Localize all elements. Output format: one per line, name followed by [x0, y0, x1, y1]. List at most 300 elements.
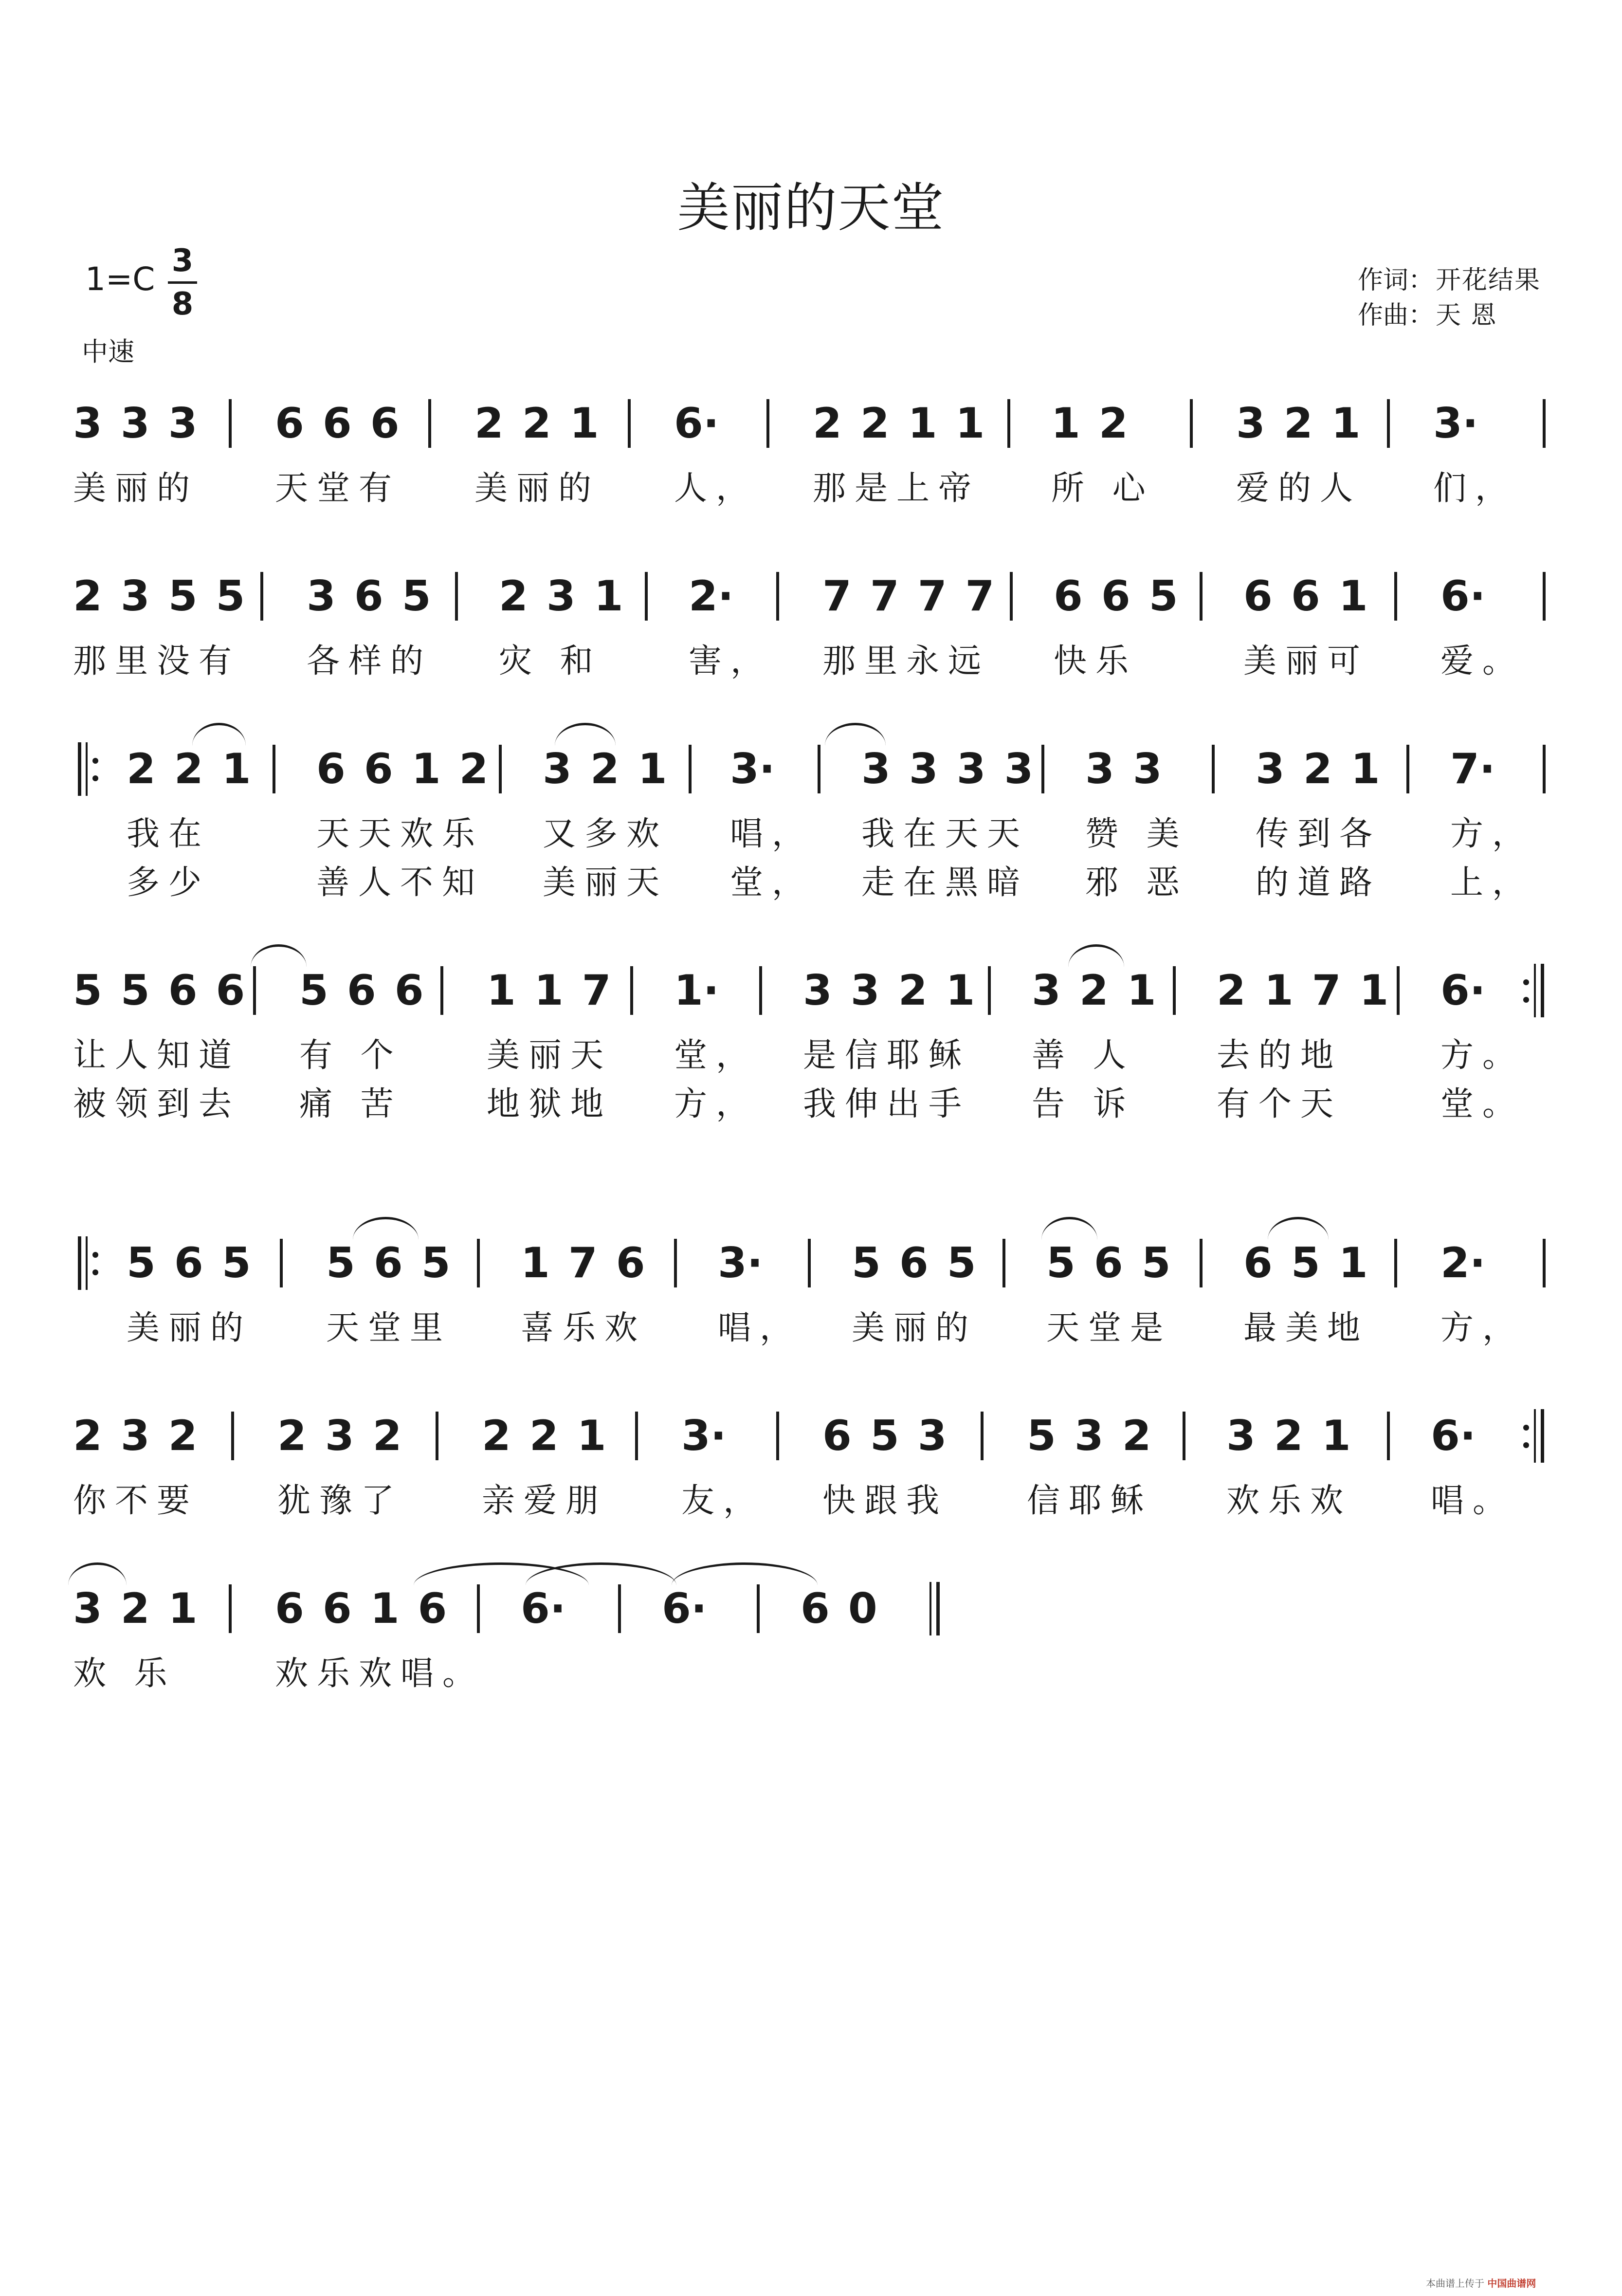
score-title: 美丽的天堂 [677, 178, 945, 239]
lyric-verse-1: 快乐 [1054, 642, 1138, 680]
lyric-verse-2: 痛 苦 [299, 1085, 402, 1123]
measure-notes [543, 745, 668, 793]
measure-notes [1046, 1239, 1172, 1287]
lyric-verse-1: 犹豫了 [277, 1482, 403, 1520]
note: 6· [674, 399, 719, 448]
measure [1217, 966, 1388, 1129]
measure-notes [681, 1412, 765, 1460]
lyric-verse-2: 被领到去 [73, 1085, 241, 1123]
note: 5 [1291, 1239, 1320, 1287]
note: 6 [316, 745, 346, 793]
system-5 [0, 1239, 1622, 1433]
measure-notes [1054, 572, 1178, 621]
measure-notes [275, 1584, 484, 1633]
barline [253, 966, 256, 1015]
measure-notes [73, 1584, 198, 1633]
measure-notes [1085, 745, 1188, 793]
measure [1046, 1239, 1172, 1353]
measure [487, 966, 612, 1129]
measure-notes [662, 1584, 707, 1633]
barline [1041, 745, 1044, 793]
note: 7 [822, 572, 852, 621]
note: 3 [1074, 1412, 1104, 1460]
measure [1032, 966, 1156, 1129]
lyric-verse-1: 们， [1433, 469, 1517, 508]
note: 3 [1226, 1412, 1256, 1460]
lyric-verse-1: 喜乐欢 [521, 1309, 647, 1347]
note: 6· [1440, 966, 1486, 1015]
measure [275, 1584, 484, 1698]
measure-notes [1051, 399, 1154, 448]
measure-notes [482, 1412, 607, 1460]
measure [1054, 572, 1178, 686]
note: 2 [372, 1412, 402, 1460]
barline [808, 1239, 811, 1287]
note: 1 [1338, 1239, 1368, 1287]
barline [1173, 966, 1176, 1015]
note: 3· [718, 1239, 763, 1287]
measure [1243, 1239, 1369, 1353]
lyric-verse-2: 美丽天 [543, 863, 669, 902]
note: 6 [370, 399, 400, 448]
note: 6 [354, 572, 383, 621]
lyric-verse-1: 善 人 [1032, 1036, 1135, 1075]
measure [307, 572, 432, 686]
measure-notes [521, 1239, 646, 1287]
lyric-verse-1: 害， [689, 642, 773, 680]
note: 1 [594, 572, 623, 621]
lyric-verse-1: 美丽的 [73, 469, 199, 508]
note: 0 [848, 1584, 877, 1633]
note: 6 [822, 1412, 852, 1460]
note: 2 [898, 966, 928, 1015]
lyric-verse-1: 你不要 [73, 1482, 199, 1520]
note: 7 [870, 572, 899, 621]
measure [681, 1412, 765, 1525]
measure [521, 1584, 566, 1650]
note: 3 [325, 1412, 354, 1460]
barline [1394, 1239, 1397, 1287]
measure [1440, 966, 1524, 1129]
barline [1010, 572, 1013, 621]
lyric-verse-2: 方， [674, 1085, 758, 1123]
lyric-verse-1: 那里没有 [73, 642, 241, 680]
measure-notes [73, 572, 245, 621]
lyric-verse-1: 又多欢 [543, 815, 669, 853]
note: 2 [529, 1412, 559, 1460]
note: 2 [127, 745, 156, 793]
lyric-verse-1: 方。 [1440, 1036, 1525, 1075]
note: 1 [946, 966, 975, 1015]
measure-notes [861, 745, 1033, 793]
lyric-verse-2: 走在黑暗 [861, 863, 1029, 902]
measure [1051, 399, 1154, 513]
lyric-verse-1: 唱。 [1431, 1482, 1515, 1520]
note: 6 [322, 399, 352, 448]
barline [1397, 966, 1400, 1015]
note: 1 [955, 399, 985, 448]
measure-notes [813, 399, 984, 448]
measure-notes [1433, 399, 1517, 448]
lyric-verse-2: 邪 恶 [1085, 863, 1188, 902]
measure-notes [1431, 1412, 1514, 1460]
barline [1543, 399, 1546, 448]
measure-notes [277, 1412, 403, 1460]
lyric-verse-1: 美丽的 [852, 1309, 978, 1347]
measure-notes [487, 966, 612, 1015]
lyric-verse-2: 我伸出手 [803, 1085, 971, 1123]
measure [521, 1239, 646, 1353]
footer-text: 本曲谱上传于 [1426, 2278, 1484, 2289]
lyric-verse-2: 告 诉 [1032, 1085, 1135, 1123]
lyric-verse-1: 天堂是 [1046, 1309, 1172, 1347]
measure [127, 1239, 252, 1353]
note: 2 [474, 399, 504, 448]
lyric-verse-1: 堂， [674, 1036, 758, 1075]
note: 2 [860, 399, 890, 448]
measure-notes [73, 966, 245, 1015]
barline [674, 1239, 677, 1287]
note: 5 [168, 572, 198, 621]
measure [277, 1412, 403, 1525]
lyric-verse-1: 亲爱朋 [482, 1482, 608, 1520]
barline [1394, 572, 1397, 621]
slur [251, 944, 307, 967]
measure [299, 966, 424, 1129]
note: 2 [174, 745, 203, 793]
note: 6 [1101, 572, 1130, 621]
measure-notes [127, 1239, 252, 1287]
time-numerator: 3 [171, 243, 194, 279]
lyric-verse-1: 欢 乐 [73, 1654, 176, 1693]
lyric-verse-1: 最美地 [1243, 1309, 1369, 1347]
note: 1 [1350, 745, 1380, 793]
note: 2 [73, 1412, 102, 1460]
barline [1212, 745, 1215, 793]
note: 2 [522, 399, 551, 448]
note: 2 [168, 1412, 198, 1460]
lyric-verse-1: 天天欢乐 [316, 815, 484, 853]
note: 6 [168, 966, 198, 1015]
barline [981, 1412, 984, 1460]
barline [776, 1412, 779, 1460]
note: 3 [543, 745, 572, 793]
lyric-verse-1: 那里永远 [822, 642, 990, 680]
note: 3 [909, 745, 938, 793]
note: 1 [168, 1584, 198, 1633]
note: 6· [662, 1584, 707, 1633]
note: 6 [373, 1239, 403, 1287]
lyric-verse-1: 欢乐欢唱。 [275, 1654, 485, 1693]
note: 3 [307, 572, 336, 621]
note: 3· [730, 745, 775, 793]
lyric-verse-1: 去的地 [1217, 1036, 1343, 1075]
lyric-verse-1: 信耶稣 [1027, 1482, 1153, 1520]
note: 1 [1338, 572, 1368, 621]
note: 5 [1148, 572, 1178, 621]
tempo-marking: 中速 [82, 336, 134, 367]
lyric-verse-1: 欢乐欢 [1226, 1482, 1352, 1520]
note: 5 [216, 572, 245, 621]
measure [1027, 1412, 1152, 1525]
slur [1068, 944, 1124, 967]
measure-notes [1032, 966, 1156, 1015]
measure [482, 1412, 607, 1525]
measure [1085, 745, 1188, 907]
note: 6 [1093, 1239, 1123, 1287]
measure-notes [127, 745, 251, 793]
key-signature: 1=C [85, 260, 155, 298]
barline [759, 966, 762, 1015]
note: 1 [1321, 1412, 1351, 1460]
measure-notes [307, 572, 432, 621]
measure [803, 966, 975, 1129]
footer-site: 中国曲谱网 [1487, 2278, 1536, 2289]
measure [73, 1584, 198, 1698]
barline [1200, 1239, 1203, 1287]
note: 1 [1051, 399, 1080, 448]
note: 2 [1098, 399, 1128, 448]
barline [766, 399, 769, 448]
measure [861, 745, 1033, 907]
note: 2 [1217, 966, 1246, 1015]
lyric-verse-2: 地狱地 [487, 1085, 613, 1123]
note: 1 [1359, 966, 1389, 1015]
measure [1433, 399, 1517, 513]
barline [440, 966, 443, 1015]
measure [326, 1239, 452, 1353]
note: 6 [174, 1239, 203, 1287]
note: 6 [322, 1584, 352, 1633]
note: 5 [401, 572, 431, 621]
note: 1 [1331, 399, 1361, 448]
note: 5 [870, 1412, 899, 1460]
note: 7 [1312, 966, 1341, 1015]
note: 5 [120, 966, 150, 1015]
lyric-verse-1: 是信耶稣 [803, 1036, 971, 1075]
slur [1268, 1217, 1329, 1240]
note: 3· [1433, 399, 1478, 448]
measure [1243, 572, 1369, 686]
note: 3 [1236, 399, 1265, 448]
note: 1 [370, 1584, 400, 1633]
measure-notes [1440, 1239, 1524, 1287]
note: 3 [120, 1412, 150, 1460]
measure [474, 399, 600, 513]
measure-notes [521, 1584, 566, 1633]
measure-notes [316, 745, 488, 793]
lyric-verse-1: 方， [1440, 1309, 1525, 1347]
note: 5 [299, 966, 328, 1015]
barline [988, 966, 991, 1015]
note: 2 [590, 745, 620, 793]
lyric-verse-1: 所 心 [1051, 469, 1154, 508]
lyric-verse-1: 爱。 [1440, 642, 1525, 680]
measure [543, 745, 668, 907]
measure-notes [674, 399, 758, 448]
footer-credit [1426, 2276, 1536, 2290]
barline [628, 399, 631, 448]
barline [1543, 572, 1546, 621]
note: 3 [1004, 745, 1034, 793]
note: 5 [127, 1239, 156, 1287]
measure-notes [689, 572, 772, 621]
measure [73, 572, 245, 686]
note: 1 [1127, 966, 1156, 1015]
lyric-verse-2: 有个天 [1217, 1085, 1343, 1123]
measure [674, 399, 758, 513]
measure-notes [499, 572, 623, 621]
measure-notes [718, 1239, 802, 1287]
measure-notes [1243, 1239, 1369, 1287]
measure [689, 572, 772, 686]
note: 6· [521, 1584, 566, 1633]
measure-notes [801, 1584, 877, 1633]
note: 6 [1243, 1239, 1273, 1287]
measure-notes [73, 1412, 199, 1460]
lyric-verse-2: 的道路 [1256, 863, 1382, 902]
system-3 [0, 745, 1622, 939]
note: 6 [275, 1584, 304, 1633]
note: 2· [689, 572, 734, 621]
note: 2 [73, 572, 102, 621]
lyric-verse-2: 上， [1450, 863, 1534, 902]
barline [428, 399, 431, 448]
lyric-verse-1: 有 个 [299, 1036, 402, 1075]
measure [73, 966, 245, 1129]
final-barline [929, 1582, 959, 1635]
measure-notes [1027, 1412, 1152, 1460]
measure [730, 745, 814, 907]
note: 3 [803, 966, 832, 1015]
lyric-verse-1: 传到各 [1256, 815, 1382, 853]
barline [618, 1584, 621, 1633]
measure [1236, 399, 1362, 513]
measure-notes [1440, 572, 1524, 621]
barline [645, 572, 648, 621]
time-fraction-bar [168, 281, 197, 284]
lyric-verse-1: 友， [681, 1482, 765, 1520]
measure [674, 966, 758, 1129]
note: 2 [277, 1412, 307, 1460]
note: 6 [346, 966, 376, 1015]
barline [1543, 1239, 1546, 1287]
lyric-verse-2: 堂， [730, 863, 814, 902]
barline [455, 572, 458, 621]
lyric-verse-1: 天堂有 [275, 469, 401, 508]
note: 2 [1274, 1412, 1303, 1460]
measure-notes [1217, 966, 1388, 1015]
note: 5 [73, 966, 102, 1015]
note: 2 [1079, 966, 1109, 1015]
time-signature [168, 243, 197, 322]
credits [1358, 263, 1541, 333]
measure-notes [1236, 399, 1362, 448]
measure [316, 745, 488, 907]
repeat-end-sign [1523, 964, 1552, 1017]
lyric-verse-1: 各样的 [307, 642, 433, 680]
note: 1 [1264, 966, 1294, 1015]
barline [776, 572, 779, 621]
barline [818, 745, 820, 793]
measure [275, 399, 401, 513]
measure [822, 1412, 948, 1525]
barline [1190, 399, 1193, 448]
measure-notes [326, 1239, 452, 1287]
barline [231, 1412, 234, 1460]
lyric-verse-1: 天堂里 [326, 1309, 452, 1347]
note: 7 [965, 572, 995, 621]
barline [273, 745, 275, 793]
note: 3 [73, 399, 102, 448]
note: 3 [1032, 966, 1061, 1015]
note: 6 [418, 1584, 447, 1633]
measure [1431, 1412, 1514, 1525]
note: 1 [221, 745, 251, 793]
barline [436, 1412, 438, 1460]
note: 3 [1132, 745, 1162, 793]
measure-notes [1226, 1412, 1352, 1460]
measure [1450, 745, 1534, 907]
note: 6 [801, 1584, 830, 1633]
note: 3 [120, 572, 150, 621]
system-7 [0, 1584, 1622, 1779]
note: 7· [1450, 745, 1495, 793]
note: 3 [120, 399, 150, 448]
lyric-verse-1: 灾 和 [499, 642, 602, 680]
lyric-verse-1: 美丽的 [127, 1309, 253, 1347]
measure [813, 399, 984, 513]
system-4 [0, 966, 1622, 1161]
barline [1387, 399, 1390, 448]
lyric-verse-1: 唱， [718, 1309, 802, 1347]
note: 7 [917, 572, 947, 621]
note: 6 [1054, 572, 1083, 621]
lyric-verse-1: 美丽可 [1243, 642, 1369, 680]
note: 2 [1122, 1412, 1151, 1460]
note: 7 [568, 1239, 598, 1287]
note: 5 [1046, 1239, 1075, 1287]
lyric-verse-1: 唱， [730, 815, 814, 853]
repeat-end-sign [1523, 1409, 1552, 1463]
note: 2 [1283, 399, 1313, 448]
note: 6· [1431, 1412, 1476, 1460]
measure [822, 572, 994, 686]
repeat-start-sign [78, 1236, 107, 1290]
note: 2· [1440, 1239, 1486, 1287]
note: 5 [1141, 1239, 1171, 1287]
measure-notes [730, 745, 814, 793]
lyric-verse-1: 让人知道 [73, 1036, 241, 1075]
barline [757, 1584, 760, 1633]
measure-notes [822, 572, 994, 621]
barline [1002, 1239, 1005, 1287]
note: 1 [569, 399, 599, 448]
measure [499, 572, 623, 686]
measure-notes [852, 1239, 977, 1287]
measure-notes [1243, 572, 1369, 621]
repeat-start-sign [78, 742, 107, 796]
lyric-verse-1: 那是上帝 [813, 469, 981, 508]
system-1 [0, 399, 1622, 594]
barline [229, 399, 232, 448]
note: 2 [120, 1584, 150, 1633]
note: 5 [1027, 1412, 1056, 1460]
note: 6 [1243, 572, 1273, 621]
measure [1256, 745, 1381, 907]
note: 6· [1440, 572, 1486, 621]
note: 6 [1291, 572, 1320, 621]
